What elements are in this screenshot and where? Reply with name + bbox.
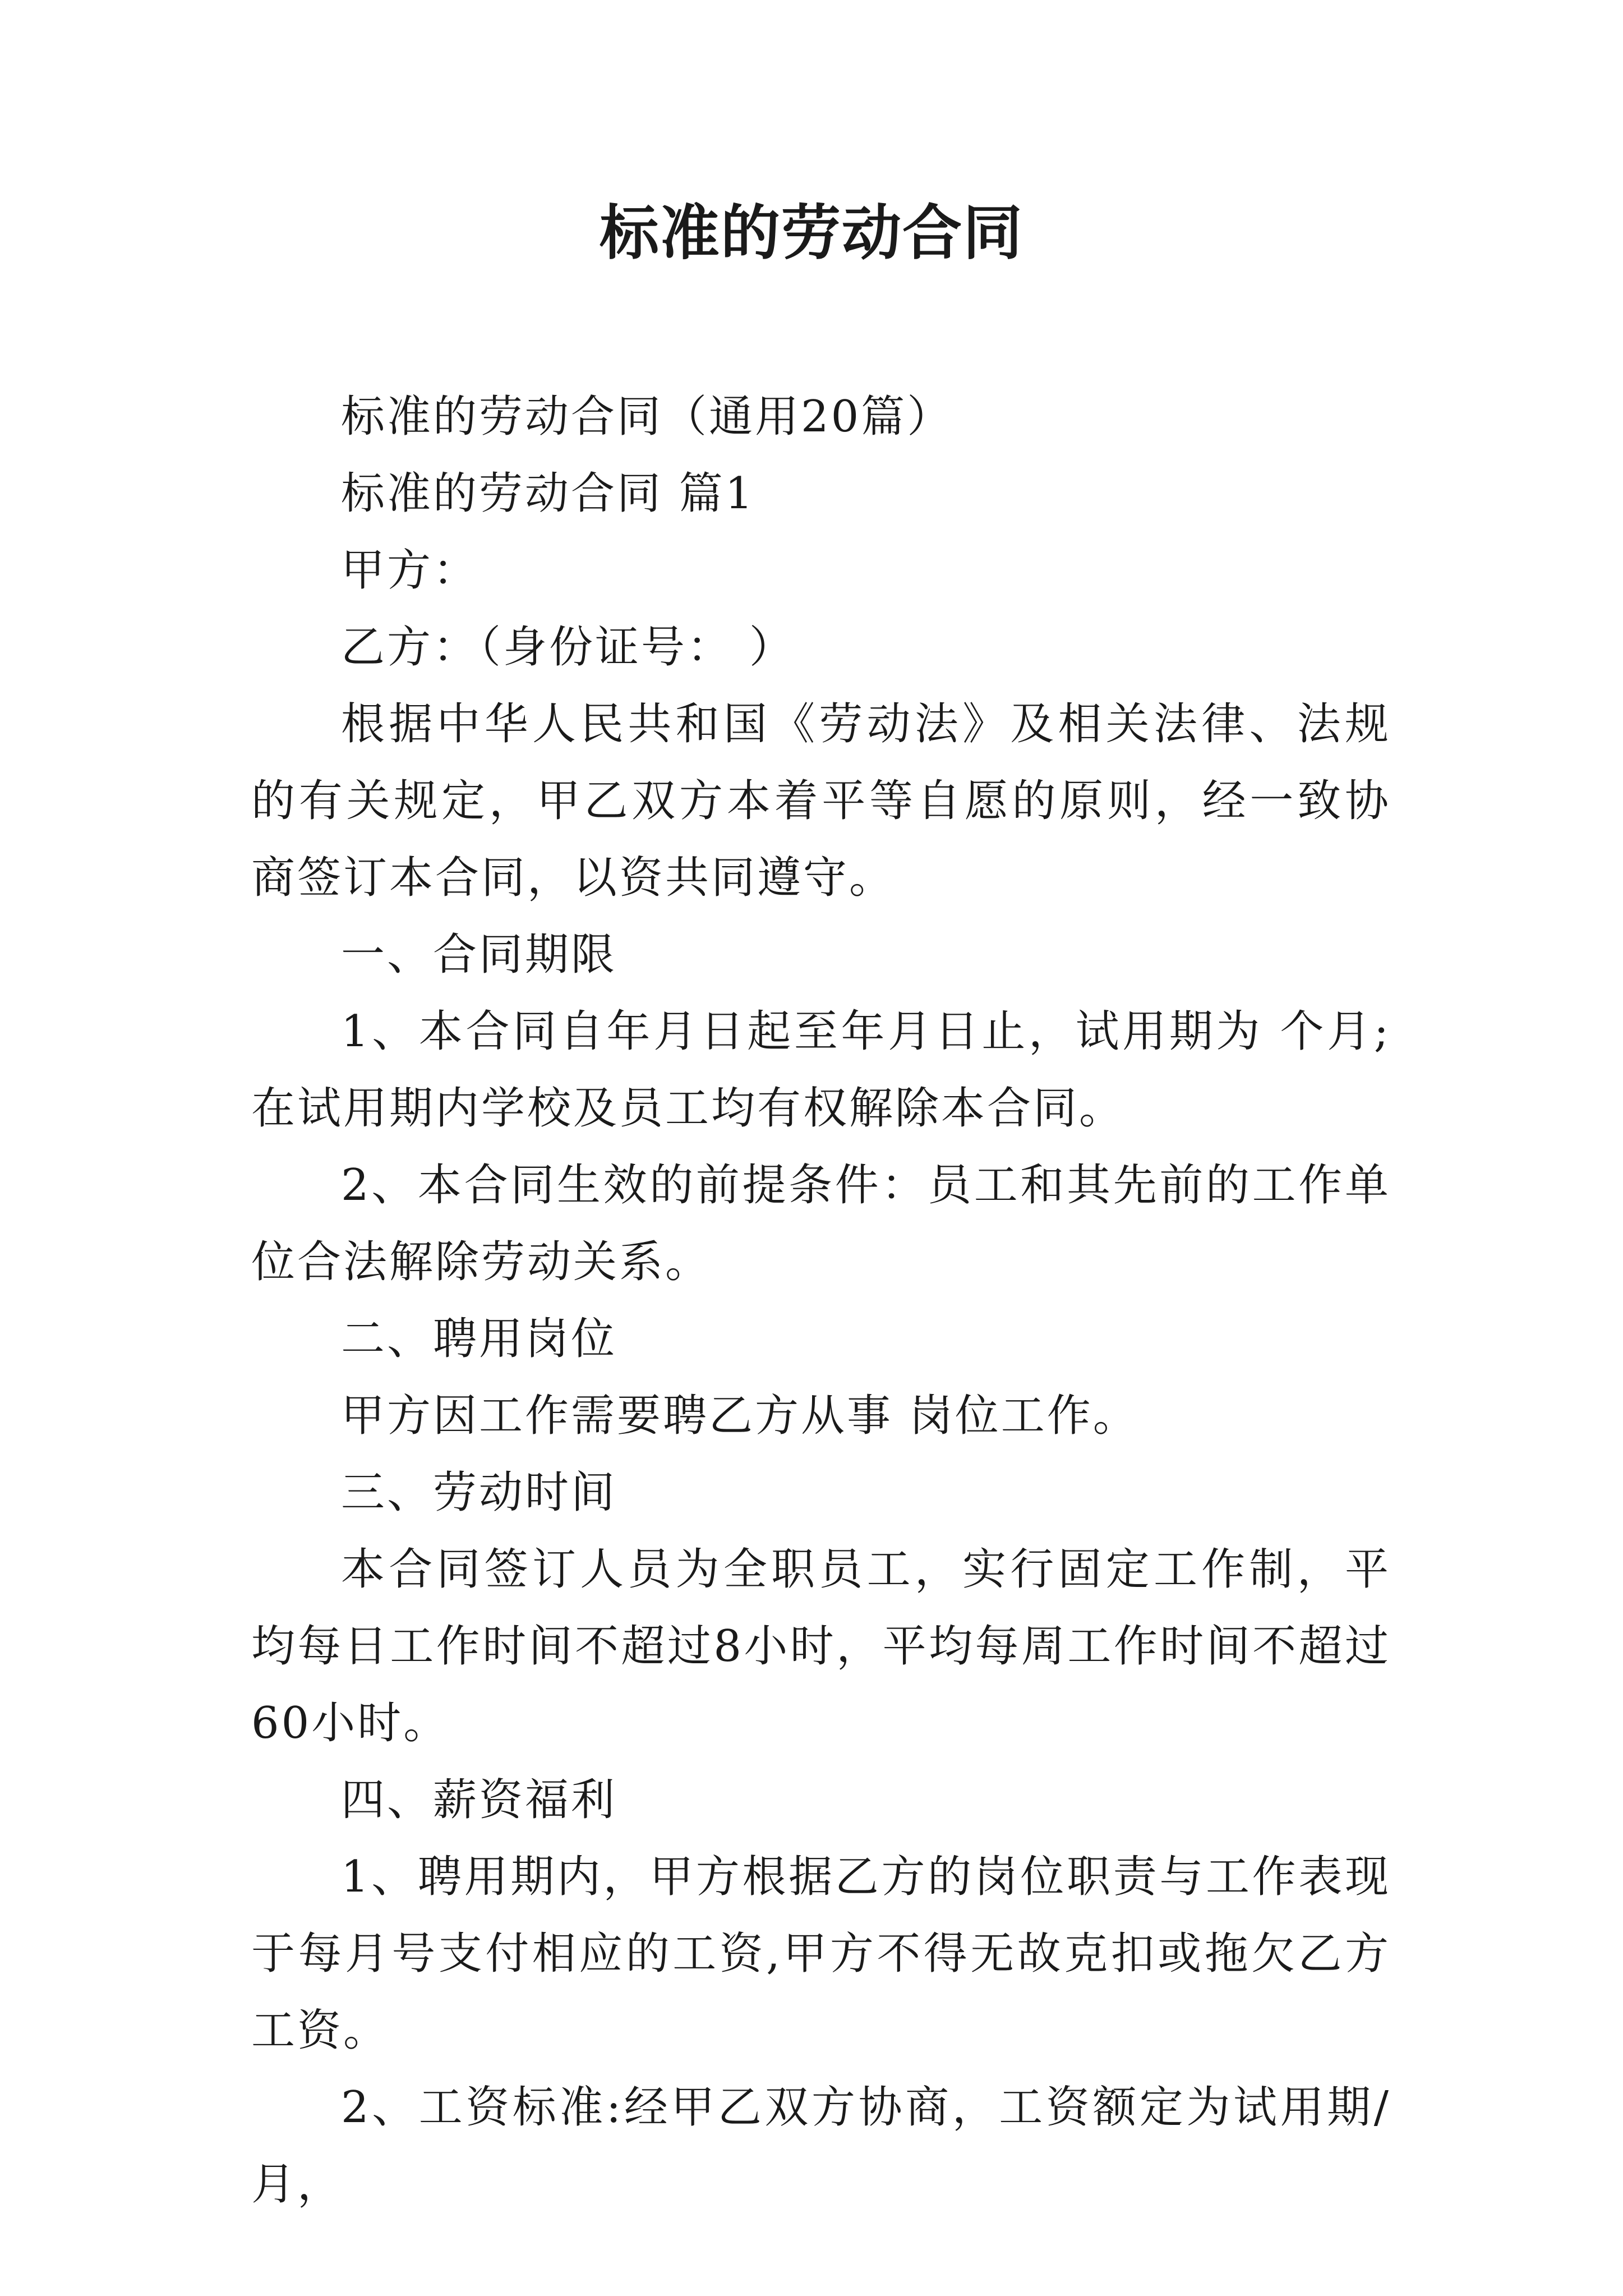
paragraph-term-1: 1、本合同自年月日起至年月日止，试用期为 个月;在试用期内学校及员工均有权解除本合同。 [251, 1006, 1391, 1134]
paragraph-preamble: 根据中华人民共和国《劳动法》及相关法律、法规的有关规定，甲乙双方本着平等自愿的原则，经一致协商签订本合同，以资共同遵守。 [251, 699, 1391, 903]
document-body [251, 379, 1391, 2223]
paragraph-subtitle: 标准的劳动合同（通用20篇） [341, 392, 953, 442]
paragraph-section-heading: 标准的劳动合同 篇1 [341, 468, 755, 519]
paragraph-position: 甲方因工作需要聘乙方从事 岗位工作。 [341, 1391, 1139, 1441]
document-title: 标准的劳动合同 [600, 197, 1023, 268]
paragraph-salary-2: 2、工资标准:经甲乙双方协商，工资额定为试用期/月， [251, 2082, 1391, 2210]
paragraph-party-a: 甲方： [341, 545, 479, 596]
paragraph-term-2: 2、本合同生效的前提条件：员工和其先前的工作单位合法解除劳动关系。 [251, 1160, 1391, 1287]
heading-working-hours: 三、劳动时间 [341, 1467, 617, 1518]
paragraph-working-hours: 本合同签订人员为全职员工，实行固定工作制，平均每日工作时间不超过8小时，平均每周工作时间不超过60小时。 [251, 1544, 1391, 1749]
heading-contract-term: 一、合同期限 [341, 930, 617, 980]
paragraph-party-b: 乙方：（身份证号： ） [341, 622, 795, 673]
heading-salary-benefits: 四、薪资福利 [341, 1775, 617, 1825]
paragraph-salary-1: 1、聘用期内，甲方根据乙方的岗位职责与工作表现于每月号支付相应的工资,甲方不得无故克扣或拖欠乙方工资。 [251, 1852, 1391, 2056]
heading-position: 二、聘用岗位 [341, 1314, 617, 1364]
